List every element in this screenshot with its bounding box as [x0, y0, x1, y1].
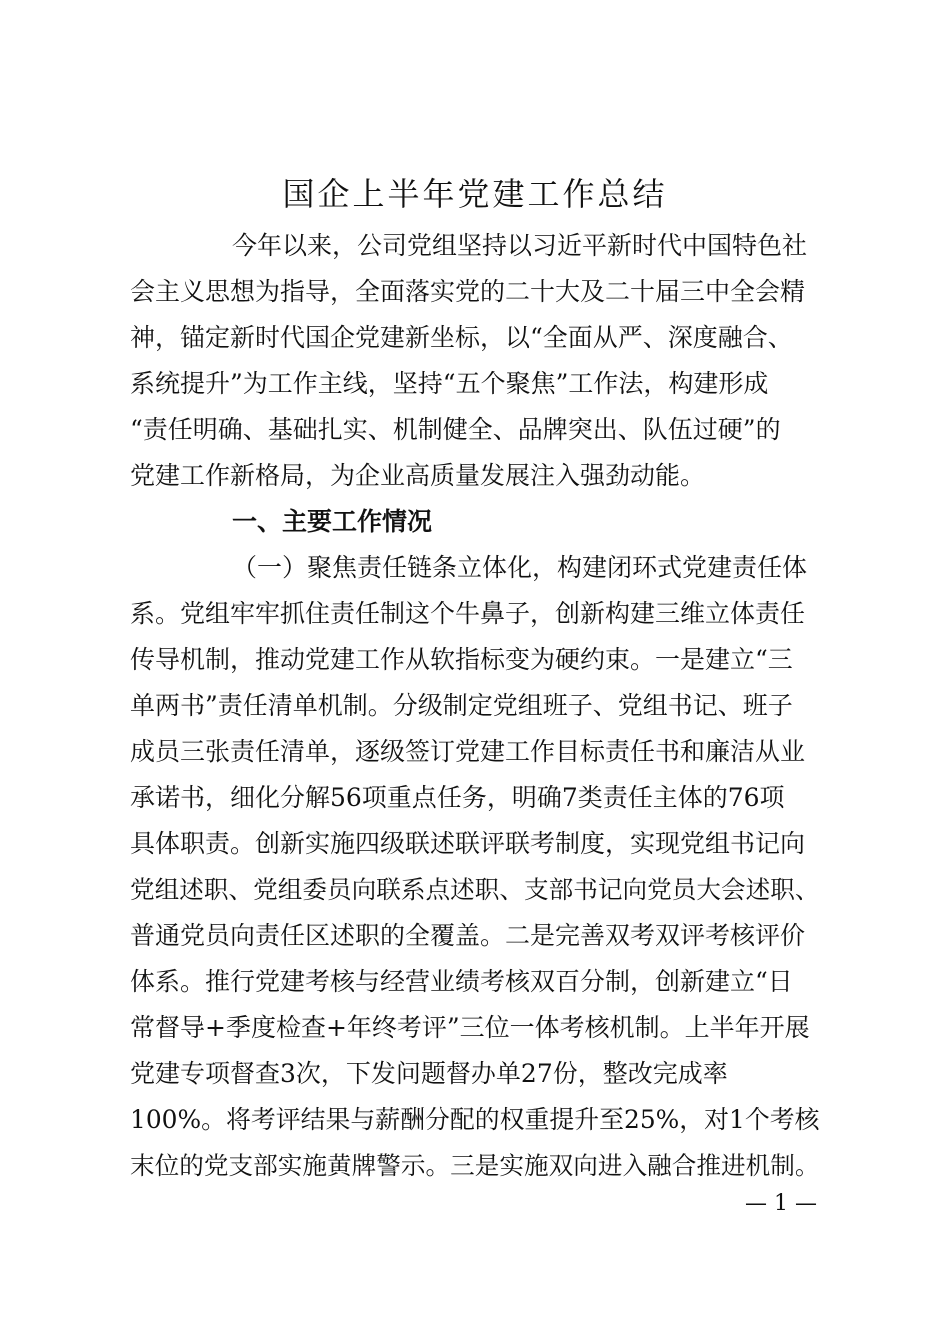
paragraph-line: 系统提升”为工作主线，坚持“五个聚焦”工作法，构建形成	[130, 369, 769, 398]
paragraph-line: 传导机制，推动党建工作从软指标变为硬约束。一是建立“三	[130, 645, 793, 674]
subsection-heading-line: （一）聚焦责任链条立体化，构建闭环式党建责任体	[232, 553, 808, 582]
section-heading: 一、主要工作情况	[232, 507, 433, 536]
paragraph-line: 承诺书，细化分解56项重点任务，明确7类责任主体的76项	[130, 783, 785, 812]
paragraph-line: 党组述职、党组委员向联系点述职、支部书记向党员大会述职、	[130, 875, 820, 904]
paragraph-line: 具体职责。创新实施四级联述联评联考制度，实现党组书记向	[130, 829, 806, 858]
document-title: 国企上半年党建工作总结	[282, 175, 668, 213]
paragraph-line: 单两书”责任清单机制。分级制定党组班子、党组书记、班子	[130, 691, 793, 720]
paragraph-line: 成员三张责任清单，逐级签订党建工作目标责任书和廉洁从业	[130, 737, 806, 766]
paragraph-line: 神，锚定新时代国企党建新坐标，以“全面从严、深度融合、	[130, 323, 793, 352]
page-number: — 1 —	[745, 1191, 817, 1216]
paragraph-line: 今年以来，公司党组坚持以习近平新时代中国特色社	[232, 231, 808, 260]
paragraph-line: 党建专项督查3次，下发问题督办单27份，整改完成率	[130, 1059, 728, 1088]
paragraph-line: 会主义思想为指导，全面落实党的二十大及二十届三中全会精	[130, 277, 806, 306]
paragraph-line: 100%。将考评结果与薪酬分配的权重提升至25%，对1个考核	[130, 1105, 820, 1134]
paragraph-line: 普通党员向责任区述职的全覆盖。二是完善双考双评考核评价	[130, 921, 806, 950]
paragraph-line: 党建工作新格局，为企业高质量发展注入强劲动能。	[130, 461, 706, 490]
paragraph-line: 常督导+季度检查+年终考评”三位一体考核机制。上半年开展	[130, 1013, 810, 1042]
paragraph-line: 系。党组牢牢抓住责任制这个牛鼻子，创新构建三维立体责任	[130, 599, 806, 628]
paragraph-line: 末位的党支部实施黄牌警示。三是实施双向进入融合推进机制。	[130, 1151, 820, 1180]
paragraph-line: 体系。推行党建考核与经营业绩考核双百分制，创新建立“日	[130, 967, 793, 996]
paragraph-line: “责任明确、基础扎实、机制健全、品牌突出、队伍过硬”的	[130, 415, 781, 444]
